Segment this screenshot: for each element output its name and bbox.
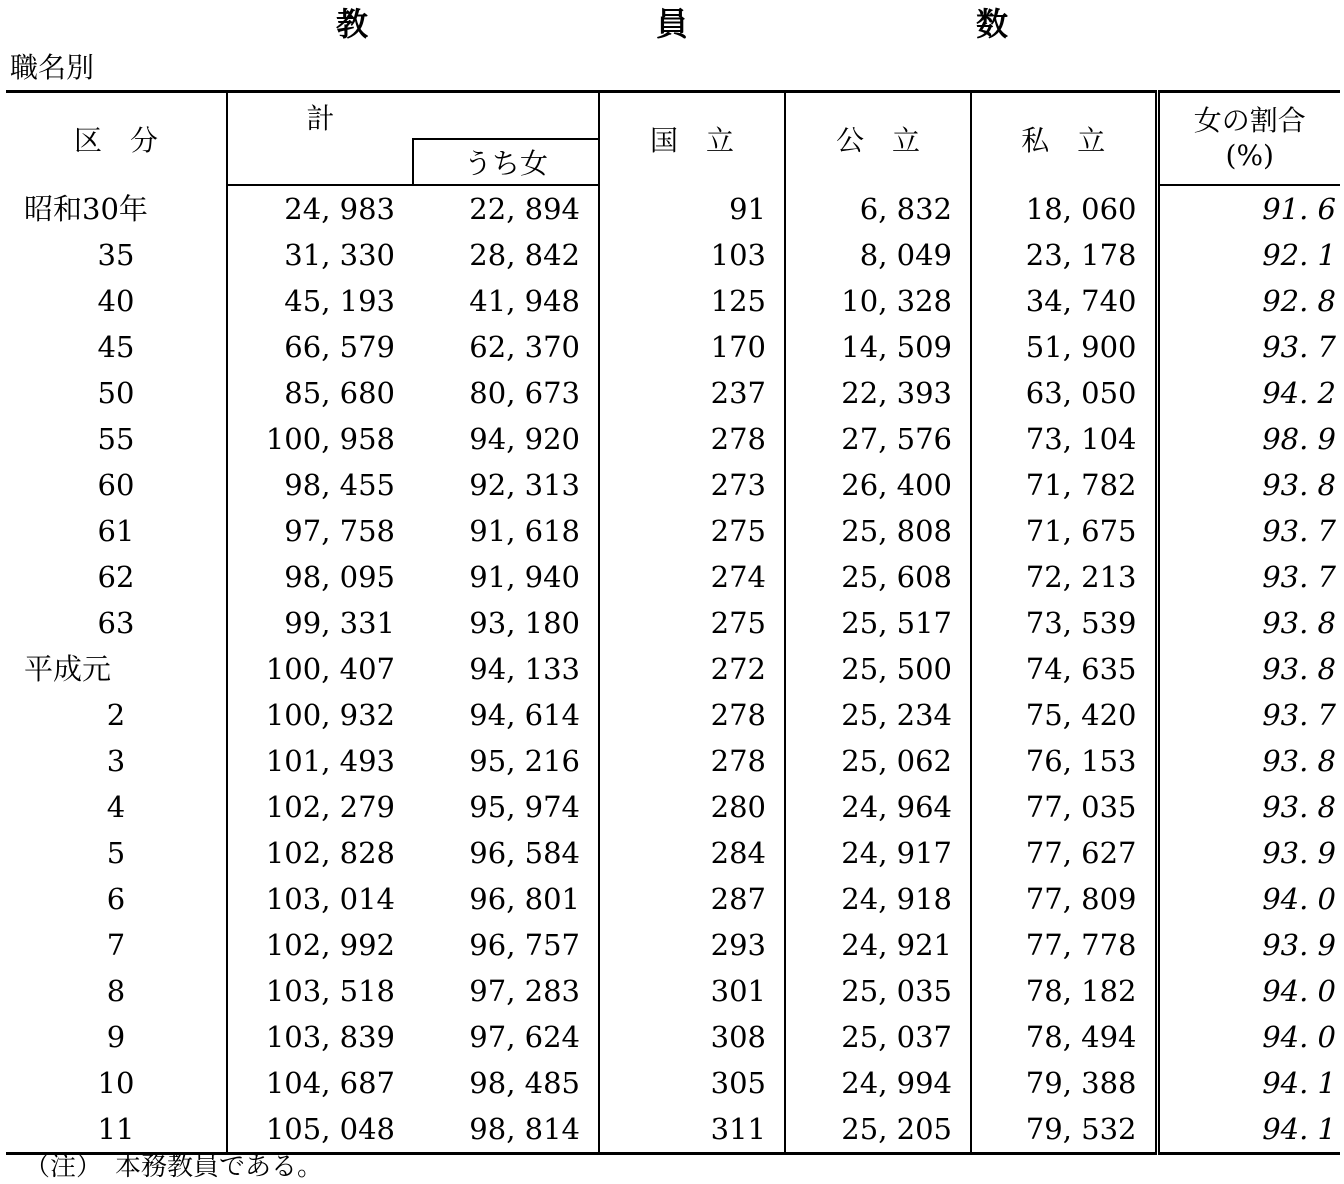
cell-national: 103 bbox=[599, 232, 785, 278]
cell-private: 79, 388 bbox=[971, 1060, 1157, 1106]
table-row bbox=[6, 232, 1340, 278]
cell-public: 24, 918 bbox=[785, 876, 971, 922]
cell-total: 45, 193 bbox=[284, 284, 395, 318]
cell-total: 66, 579 bbox=[284, 330, 395, 364]
table-row bbox=[6, 416, 1340, 462]
header-total-blank bbox=[227, 139, 413, 185]
header-private: 私 立 bbox=[971, 92, 1157, 186]
header-kubun: 区 分 bbox=[6, 92, 227, 186]
cell-total: 85, 680 bbox=[284, 376, 395, 410]
table-body bbox=[6, 185, 1340, 1154]
cell-national: 275 bbox=[599, 600, 785, 646]
cell-ratio: 94. 1 bbox=[1262, 1066, 1336, 1100]
cell-female: 41, 948 bbox=[413, 278, 599, 324]
cell-female: 98, 485 bbox=[413, 1060, 599, 1106]
cell-private: 34, 740 bbox=[971, 278, 1157, 324]
cell-female: 97, 283 bbox=[413, 968, 599, 1014]
cell-national: 273 bbox=[599, 462, 785, 508]
cell-national: 305 bbox=[599, 1060, 785, 1106]
cell-ratio: 93. 7 bbox=[1262, 560, 1336, 594]
cell-total: 100, 407 bbox=[265, 652, 395, 686]
header-ratio-line2: (%) bbox=[1157, 139, 1340, 185]
cell-total: 102, 828 bbox=[265, 836, 395, 870]
cell-national: 275 bbox=[599, 508, 785, 554]
cell-public: 24, 921 bbox=[785, 922, 971, 968]
cell-national: 308 bbox=[599, 1014, 785, 1060]
cell-private: 73, 539 bbox=[971, 600, 1157, 646]
table-row bbox=[6, 784, 1340, 830]
cell-national: 311 bbox=[599, 1106, 785, 1154]
cell-female: 22, 894 bbox=[413, 185, 599, 232]
cell-label: 4 bbox=[6, 784, 227, 830]
header-total: 計 bbox=[306, 102, 335, 135]
table-row bbox=[6, 876, 1340, 922]
cell-public: 25, 062 bbox=[785, 738, 971, 784]
cell-label: 55 bbox=[6, 416, 227, 462]
table-row bbox=[6, 1014, 1340, 1060]
cell-ratio: 94. 0 bbox=[1262, 1020, 1336, 1054]
cell-ratio: 94. 0 bbox=[1262, 882, 1336, 916]
cell-total: 99, 331 bbox=[284, 606, 395, 640]
cell-total: 104, 687 bbox=[265, 1066, 395, 1100]
cell-public: 27, 576 bbox=[785, 416, 971, 462]
cell-ratio: 94. 0 bbox=[1262, 974, 1336, 1008]
cell-total: 103, 518 bbox=[265, 974, 395, 1008]
cell-label: 60 bbox=[6, 462, 227, 508]
cell-ratio: 93. 7 bbox=[1262, 698, 1336, 732]
cell-private: 72, 213 bbox=[971, 554, 1157, 600]
cell-label: 昭和30年 bbox=[6, 185, 227, 232]
cell-ratio: 93. 9 bbox=[1262, 928, 1336, 962]
cell-label: 35 bbox=[6, 232, 227, 278]
cell-total: 102, 279 bbox=[265, 790, 395, 824]
cell-public: 24, 917 bbox=[785, 830, 971, 876]
page-title: 教 員 数 bbox=[335, 5, 1136, 43]
cell-national: 278 bbox=[599, 738, 785, 784]
table-row bbox=[6, 968, 1340, 1014]
header-ratio-line1: 女の割合 bbox=[1193, 104, 1306, 137]
cell-female: 98, 814 bbox=[413, 1106, 599, 1154]
cell-private: 77, 778 bbox=[971, 922, 1157, 968]
cell-public: 25, 205 bbox=[785, 1106, 971, 1154]
cell-national: 278 bbox=[599, 416, 785, 462]
cell-female: 94, 614 bbox=[413, 692, 599, 738]
cell-private: 78, 494 bbox=[971, 1014, 1157, 1060]
table-row bbox=[6, 646, 1340, 692]
header-total-spacer bbox=[413, 92, 599, 140]
table-row bbox=[6, 692, 1340, 738]
cell-ratio: 94. 1 bbox=[1157, 1106, 1340, 1154]
cell-national: 287 bbox=[599, 876, 785, 922]
table-row bbox=[6, 462, 1340, 508]
cell-private: 79, 532 bbox=[971, 1106, 1157, 1154]
cell-ratio: 93. 8 bbox=[1262, 652, 1336, 686]
cell-female: 96, 584 bbox=[413, 830, 599, 876]
cell-private: 77, 627 bbox=[971, 830, 1157, 876]
cell-national: 237 bbox=[599, 370, 785, 416]
cell-female: 96, 757 bbox=[413, 922, 599, 968]
cell-total: 102, 992 bbox=[265, 928, 395, 962]
table-row bbox=[6, 1106, 1340, 1154]
cell-national: 293 bbox=[599, 922, 785, 968]
cell-public: 24, 964 bbox=[785, 784, 971, 830]
cell-female: 95, 974 bbox=[413, 784, 599, 830]
table-row bbox=[6, 324, 1340, 370]
cell-private: 71, 782 bbox=[971, 462, 1157, 508]
cell-female: 97, 624 bbox=[413, 1014, 599, 1060]
cell-private: 18, 060 bbox=[971, 185, 1157, 232]
cell-ratio: 93. 8 bbox=[1262, 790, 1336, 824]
cell-national: 274 bbox=[599, 554, 785, 600]
cell-label: 2 bbox=[6, 692, 227, 738]
cell-national: 272 bbox=[599, 646, 785, 692]
cell-label: 平成元 bbox=[6, 646, 227, 692]
cell-national: 284 bbox=[599, 830, 785, 876]
cell-private: 63, 050 bbox=[971, 370, 1157, 416]
cell-label: 9 bbox=[6, 1014, 227, 1060]
cell-national: 125 bbox=[599, 278, 785, 324]
cell-female: 93, 180 bbox=[413, 600, 599, 646]
cell-national: 280 bbox=[599, 784, 785, 830]
cell-total: 101, 493 bbox=[265, 744, 395, 778]
cell-private: 78, 182 bbox=[971, 968, 1157, 1014]
cell-label: 8 bbox=[6, 968, 227, 1014]
cell-total: 105, 048 bbox=[227, 1106, 413, 1154]
cell-female: 94, 133 bbox=[413, 646, 599, 692]
cell-total: 100, 958 bbox=[265, 422, 395, 456]
cell-private: 77, 809 bbox=[971, 876, 1157, 922]
cell-label: 40 bbox=[6, 278, 227, 324]
header-female: うち女 bbox=[413, 139, 599, 185]
table-row bbox=[6, 278, 1340, 324]
cell-female: 96, 801 bbox=[413, 876, 599, 922]
cell-public: 25, 608 bbox=[785, 554, 971, 600]
table-row bbox=[6, 554, 1340, 600]
table-row bbox=[6, 370, 1340, 416]
cell-total: 100, 932 bbox=[265, 698, 395, 732]
cell-ratio: 93. 7 bbox=[1262, 514, 1336, 548]
cell-female: 80, 673 bbox=[413, 370, 599, 416]
cell-label: 61 bbox=[6, 508, 227, 554]
table-row bbox=[6, 1060, 1340, 1106]
cell-label: 10 bbox=[6, 1060, 227, 1106]
cell-ratio: 93. 9 bbox=[1262, 836, 1336, 870]
cell-label: 5 bbox=[6, 830, 227, 876]
table-row bbox=[6, 600, 1340, 646]
cell-total: 103, 014 bbox=[265, 882, 395, 916]
cell-label: 45 bbox=[6, 324, 227, 370]
cell-ratio: 98. 9 bbox=[1262, 422, 1336, 456]
cell-national: 170 bbox=[599, 324, 785, 370]
cell-ratio: 93. 7 bbox=[1262, 330, 1336, 364]
cell-ratio: 93. 8 bbox=[1262, 468, 1336, 502]
cell-national: 91 bbox=[599, 185, 785, 232]
cell-public: 25, 500 bbox=[785, 646, 971, 692]
cell-ratio: 93. 8 bbox=[1262, 606, 1336, 640]
cell-public: 26, 400 bbox=[785, 462, 971, 508]
cell-national: 301 bbox=[599, 968, 785, 1014]
cell-female: 95, 216 bbox=[413, 738, 599, 784]
cell-ratio: 94. 2 bbox=[1262, 376, 1336, 410]
cell-ratio: 92. 1 bbox=[1262, 238, 1336, 272]
cell-total: 24, 983 bbox=[284, 192, 395, 226]
cell-total: 98, 095 bbox=[284, 560, 395, 594]
cell-total: 31, 330 bbox=[284, 238, 395, 272]
cell-total: 97, 758 bbox=[284, 514, 395, 548]
cell-total: 103, 839 bbox=[265, 1020, 395, 1054]
table-row bbox=[6, 508, 1340, 554]
cell-private: 74, 635 bbox=[971, 646, 1157, 692]
cell-private: 76, 153 bbox=[971, 738, 1157, 784]
cell-public: 25, 517 bbox=[785, 600, 971, 646]
cell-label: 50 bbox=[6, 370, 227, 416]
table-row bbox=[6, 830, 1340, 876]
table-row bbox=[6, 185, 1340, 232]
cell-label: 63 bbox=[6, 600, 227, 646]
header-national: 国 立 bbox=[599, 92, 785, 186]
cell-public: 25, 234 bbox=[785, 692, 971, 738]
cell-private: 73, 104 bbox=[971, 416, 1157, 462]
cell-total: 98, 455 bbox=[284, 468, 395, 502]
cell-public: 14, 509 bbox=[785, 324, 971, 370]
cell-label: 62 bbox=[6, 554, 227, 600]
cell-label: 6 bbox=[6, 876, 227, 922]
header-public: 公 立 bbox=[785, 92, 971, 186]
cell-public: 24, 994 bbox=[785, 1060, 971, 1106]
cell-ratio: 92. 8 bbox=[1262, 284, 1336, 318]
cell-ratio: 91. 6 bbox=[1262, 192, 1336, 226]
cell-female: 62, 370 bbox=[413, 324, 599, 370]
table-header bbox=[6, 92, 1340, 186]
cell-public: 10, 328 bbox=[785, 278, 971, 324]
cell-public: 25, 037 bbox=[785, 1014, 971, 1060]
cell-private: 71, 675 bbox=[971, 508, 1157, 554]
table-subtitle: 職名別 bbox=[10, 51, 95, 84]
cell-private: 77, 035 bbox=[971, 784, 1157, 830]
cell-public: 6, 832 bbox=[785, 185, 971, 232]
teacher-count-table bbox=[6, 90, 1340, 1155]
cell-private: 23, 178 bbox=[971, 232, 1157, 278]
cell-label: 11 bbox=[6, 1106, 227, 1154]
cell-public: 8, 049 bbox=[785, 232, 971, 278]
cell-private: 51, 900 bbox=[971, 324, 1157, 370]
cell-public: 25, 035 bbox=[785, 968, 971, 1014]
cell-public: 22, 393 bbox=[785, 370, 971, 416]
cell-public: 25, 808 bbox=[785, 508, 971, 554]
footnote: （注） 本務教員である。 bbox=[24, 1152, 324, 1182]
cell-national: 278 bbox=[599, 692, 785, 738]
cell-female: 94, 920 bbox=[413, 416, 599, 462]
cell-female: 92, 313 bbox=[413, 462, 599, 508]
table-row bbox=[6, 922, 1340, 968]
cell-female: 91, 618 bbox=[413, 508, 599, 554]
cell-female: 91, 940 bbox=[413, 554, 599, 600]
cell-ratio: 93. 8 bbox=[1262, 744, 1336, 778]
cell-female: 28, 842 bbox=[413, 232, 599, 278]
cell-label: 7 bbox=[6, 922, 227, 968]
cell-private: 75, 420 bbox=[971, 692, 1157, 738]
cell-label: 3 bbox=[6, 738, 227, 784]
table-row bbox=[6, 738, 1340, 784]
